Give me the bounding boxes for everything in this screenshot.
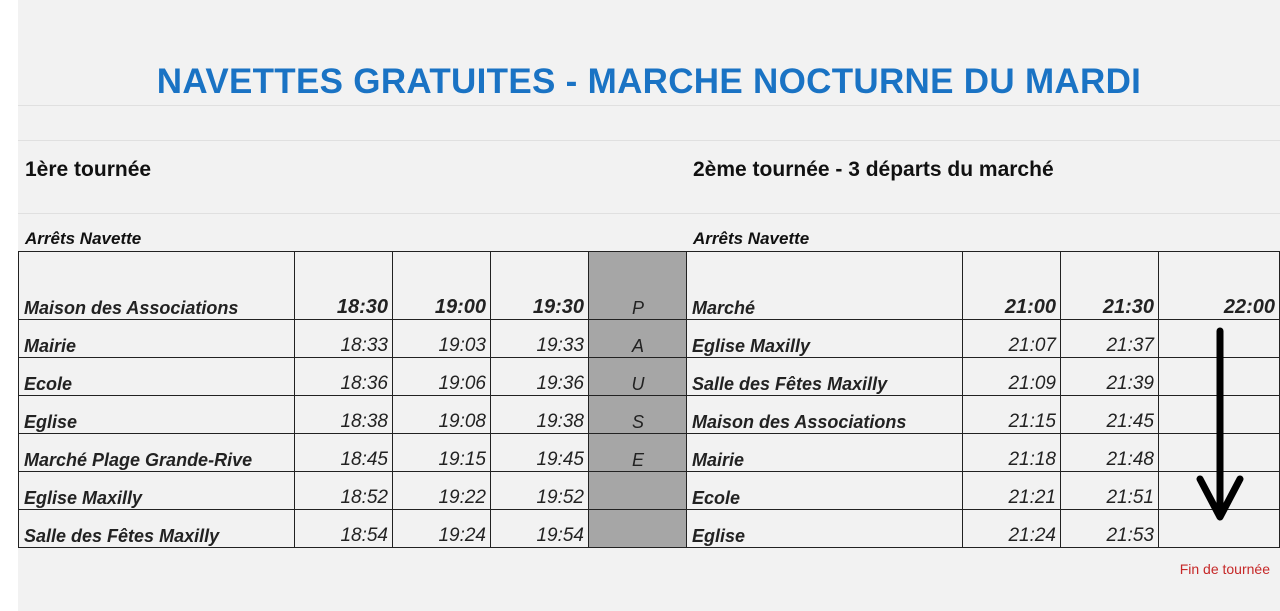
table-row [19,358,1280,396]
stop-time: 21:18 [963,434,1061,472]
stop-time: 18:33 [295,320,393,358]
stop-name: Marché Plage Grande-Rive [19,434,295,472]
stop-name: Eglise Maxilly [687,320,963,358]
stop-time: 18:52 [295,472,393,510]
stop-time: 19:38 [491,396,589,434]
origin-stop-left: Maison des Associations [19,252,295,320]
gridline [18,140,1280,141]
stop-time: 19:36 [491,358,589,396]
stop-name: Mairie [19,320,295,358]
departure-time: 19:30 [491,252,589,320]
departure-time: 21:00 [963,252,1061,320]
table-row [19,396,1280,434]
stop-time: 18:38 [295,396,393,434]
stop-time: 19:22 [393,472,491,510]
section-title-first-round: 1ère tournée [25,158,152,181]
stop-time: 19:06 [393,358,491,396]
stop-time: 19:33 [491,320,589,358]
table-row [19,434,1280,472]
stop-time: 21:21 [963,472,1061,510]
pause-cell [589,510,687,548]
table-row [19,510,1280,548]
pause-cell [589,472,687,510]
origin-stop-right: Marché [687,252,963,320]
stop-name: Eglise [687,510,963,548]
stop-time: 21:51 [1061,472,1159,510]
stops-label-left: Arrêts Navette [25,229,142,248]
end-of-round-note: Fin de tournée [1179,561,1270,577]
stop-time: 19:45 [491,434,589,472]
stop-name: Eglise Maxilly [19,472,295,510]
arrow-down-icon [1190,327,1250,527]
stop-time: 21:07 [963,320,1061,358]
table-header-row [19,252,1280,320]
stop-time: 19:03 [393,320,491,358]
stop-time: 18:54 [295,510,393,548]
stop-time: 19:15 [393,434,491,472]
stop-name: Salle des Fêtes Maxilly [19,510,295,548]
stops-label-right: Arrêts Navette [693,229,810,248]
pause-letter: P [589,252,687,320]
stop-time: 21:37 [1061,320,1159,358]
stop-time: 21:48 [1061,434,1159,472]
stop-time: 19:08 [393,396,491,434]
table-row [19,472,1280,510]
section-title-second-round: 2ème tournée - 3 départs du marché [693,158,1054,181]
stop-name: Ecole [19,358,295,396]
stop-time: 19:52 [491,472,589,510]
stop-name: Ecole [687,472,963,510]
stop-time: 21:45 [1061,396,1159,434]
stop-name: Maison des Associations [687,396,963,434]
stop-time: 21:09 [963,358,1061,396]
table-row [19,320,1280,358]
departure-time: 21:30 [1061,252,1159,320]
stop-time: 18:45 [295,434,393,472]
pause-letter: S [589,396,687,434]
stop-time: 21:24 [963,510,1061,548]
page-title: NAVETTES GRATUITES - MARCHE NOCTURNE DU MARDI [156,62,1142,101]
stop-name: Salle des Fêtes Maxilly [687,358,963,396]
pause-letter: E [589,434,687,472]
stop-time: 21:39 [1061,358,1159,396]
stop-time: 21:15 [963,396,1061,434]
stop-time: 19:24 [393,510,491,548]
gridline [18,213,1280,214]
stop-name: Mairie [687,434,963,472]
stop-time: 21:53 [1061,510,1159,548]
departure-time: 22:00 [1159,252,1280,320]
pause-letter: U [589,358,687,396]
departure-time: 18:30 [295,252,393,320]
gridline [18,105,1280,106]
stop-time: 18:36 [295,358,393,396]
schedule-table [18,251,1280,548]
stop-time: 19:54 [491,510,589,548]
pause-letter: A [589,320,687,358]
departure-time: 19:00 [393,252,491,320]
stop-name: Eglise [19,396,295,434]
